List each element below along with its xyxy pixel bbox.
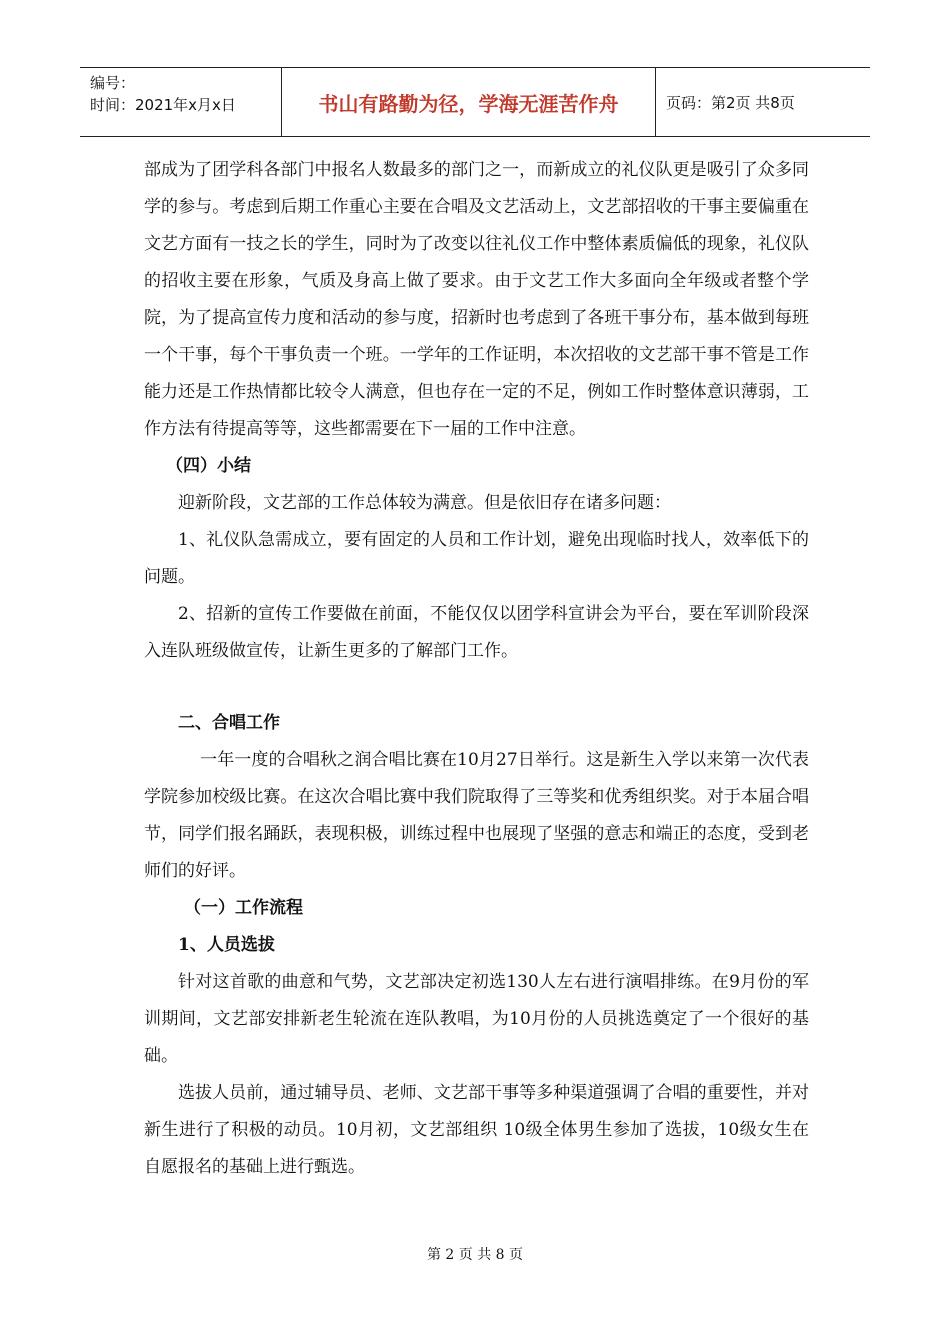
- document-date: 时间：2021年x月x日: [90, 96, 236, 114]
- body-paragraph: 选拔人员前，通过辅导员、老师、文艺部干事等多种渠道强调了合唱的重要性，并对新生进行了积极的动员。10月初，文艺部组织 10级全体男生参加了选拔，10级女生在自愿报名的基础上进行甄选。: [144, 1083, 809, 1177]
- section-heading-choir: 二、合唱工作: [178, 713, 280, 733]
- section-heading-summary: （四）小结: [166, 456, 251, 476]
- subsection-heading-selection: 1、人员选拔: [178, 935, 275, 955]
- document-body: [144, 152, 809, 1186]
- list-item: 2、招新的宣传工作要做在前面，不能仅仅以团学科宣讲会为平台，要在军训阶段深入连队班级做宣传，让新生更多的了解部门工作。: [144, 604, 809, 661]
- list-item: 1、礼仪队急需成立，要有固定的人员和工作计划，避免出现临时找人，效率低下的问题。: [144, 530, 809, 587]
- header-motto: 书山有路勤为径，学海无涯苦作舟: [282, 68, 656, 136]
- body-paragraph: 部成为了团学科各部门中报名人数最多的部门之一，而新成立的礼仪队更是吸引了众多同学的参与。考虑到后期工作重心主要在合唱及文艺活动上，文艺部招收的干事主要偏重在文艺方面有一技之长的学生，同时为了改变以往礼仪工作中整体素质偏低的现象，礼仪队的招收主要在形象，气质及身高上做了要求。由于文艺工作大多面向全年级或者整个学院，为了提高宣传力度和活动的参与度，招新时也考虑到了各班干事分布，基本做到每班一个干事，每个干事负责一个班。一学年的工作证明，本次招收的文艺部干事不管是工作能力还是工作热情都比较令人满意，但也存在一定的不足，例如工作时整体意识薄弱，工作方法有待提高等等，这些都需要在下一届的工作中注意。: [144, 160, 809, 439]
- body-paragraph: 针对这首歌的曲意和气势，文艺部决定初选130人左右进行演唱排练。在9月份的军训期间，文艺部安排新老生轮流在连队教唱，为10月份的人员挑选奠定了一个很好的基础。: [144, 972, 809, 1066]
- page-header: [80, 67, 870, 137]
- document-number-label: 编号：: [90, 74, 136, 92]
- header-page-number: 页码：第2页 共8页: [666, 93, 795, 112]
- body-paragraph: 迎新阶段，文艺部的工作总体较为满意。但是依旧存在诸多问题：: [178, 493, 671, 513]
- section-heading-workflow: （一）工作流程: [184, 898, 303, 918]
- page-footer: 第 2 页 共 8 页: [426, 1247, 524, 1263]
- header-meta: [80, 68, 282, 136]
- body-paragraph: 一年一度的合唱秋之润合唱比赛在10月27日举行。这是新生入学以来第一次代表学院参加校级比赛。在这次合唱比赛中我们院取得了三等奖和优秀组织奖。对于本届合唱节，同学们报名踊跃，表现积极，训练过程中也展现了坚强的意志和端正的态度，受到老师们的好评。: [144, 750, 809, 881]
